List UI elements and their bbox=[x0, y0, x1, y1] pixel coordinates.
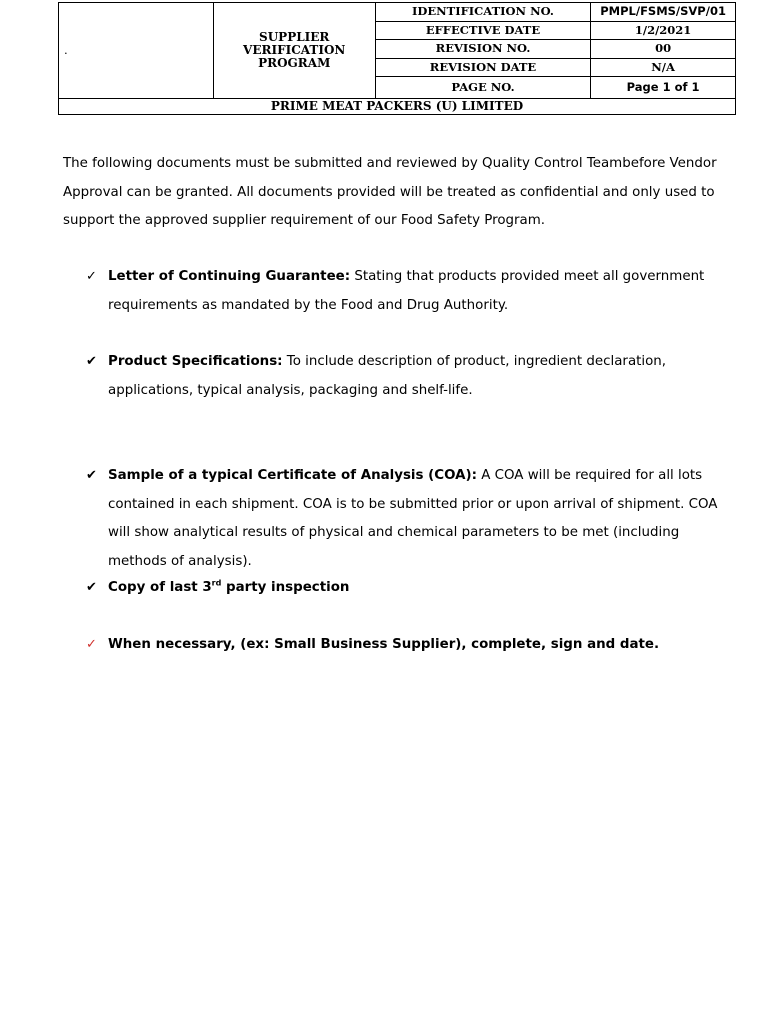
requirement-title bbox=[108, 580, 349, 595]
requirement-item-inspection bbox=[86, 574, 726, 603]
check-icon-red: ✓ bbox=[86, 637, 97, 652]
page-no-label: PAGE NO. bbox=[375, 77, 590, 99]
requirement-item-small-business bbox=[86, 631, 726, 660]
revision-date-value: N/A bbox=[591, 58, 736, 77]
document-header-table bbox=[58, 2, 736, 115]
requirement-title: Sample of a typical Certificate of Analysis (COA): bbox=[108, 468, 477, 483]
revision-date-label: REVISION DATE bbox=[375, 58, 590, 77]
requirement-text bbox=[108, 462, 726, 576]
revision-no-value: 00 bbox=[591, 40, 736, 59]
requirement-item-guarantee bbox=[86, 263, 726, 320]
requirement-title: Product Specifications: bbox=[108, 354, 283, 369]
check-icon: ✓ bbox=[86, 269, 97, 284]
requirement-text bbox=[108, 631, 726, 660]
requirement-text bbox=[108, 263, 726, 320]
requirement-description: Stating that products provided meet all government requirements as mandated by the Food and Drug Authority. bbox=[108, 269, 705, 313]
effective-date-label: EFFECTIVE DATE bbox=[375, 21, 590, 40]
check-icon: ✔ bbox=[86, 468, 97, 483]
intro-paragraph: The following documents must be submitted and reviewed by Quality Control Teambefore Vendor Approval can be granted. All documents provided will be treated as confidential and only used to support the approved supplier requirement of our Food Safety Program. bbox=[63, 156, 717, 228]
logo-mark: . bbox=[64, 43, 68, 58]
requirement-item-coa bbox=[86, 462, 726, 576]
check-icon: ✔ bbox=[86, 354, 97, 369]
requirement-description: To include description of product, ingredient declaration, applications, typical analysis, packaging and shelf-life. bbox=[108, 354, 667, 398]
identification-label: IDENTIFICATION NO. bbox=[375, 3, 590, 22]
revision-no-label: REVISION NO. bbox=[375, 40, 590, 59]
requirement-title: Letter of Continuing Guarantee: bbox=[108, 269, 351, 284]
effective-date-value: 1/2/2021 bbox=[591, 21, 736, 40]
requirement-description: A COA will be required for all lots contained in each shipment. COA is to be submitted prior or upon arrival of shipment. COA will show analytical results of physical and chemical parameters to be met (including methods of analysis). bbox=[108, 468, 718, 569]
ordinal-superscript: rd bbox=[211, 578, 222, 588]
requirement-title-part: party inspection bbox=[221, 580, 350, 595]
requirement-title: When necessary, (ex: Small Business Supplier), complete, sign and date. bbox=[108, 637, 660, 652]
requirement-item-specifications bbox=[86, 348, 726, 405]
requirement-text bbox=[108, 348, 726, 405]
program-title: SUPPLIER VERIFICATION PROGRAM bbox=[213, 3, 375, 99]
requirement-title-part: Copy of last 3 bbox=[108, 580, 212, 595]
logo-cell bbox=[59, 3, 214, 99]
page-no-value: Page 1 of 1 bbox=[591, 77, 736, 99]
company-name: PRIME MEAT PACKERS (U) LIMITED bbox=[59, 99, 736, 115]
identification-value: PMPL/FSMS/SVP/01 bbox=[591, 3, 736, 22]
requirement-text bbox=[108, 574, 726, 603]
check-icon: ✔ bbox=[86, 580, 97, 595]
